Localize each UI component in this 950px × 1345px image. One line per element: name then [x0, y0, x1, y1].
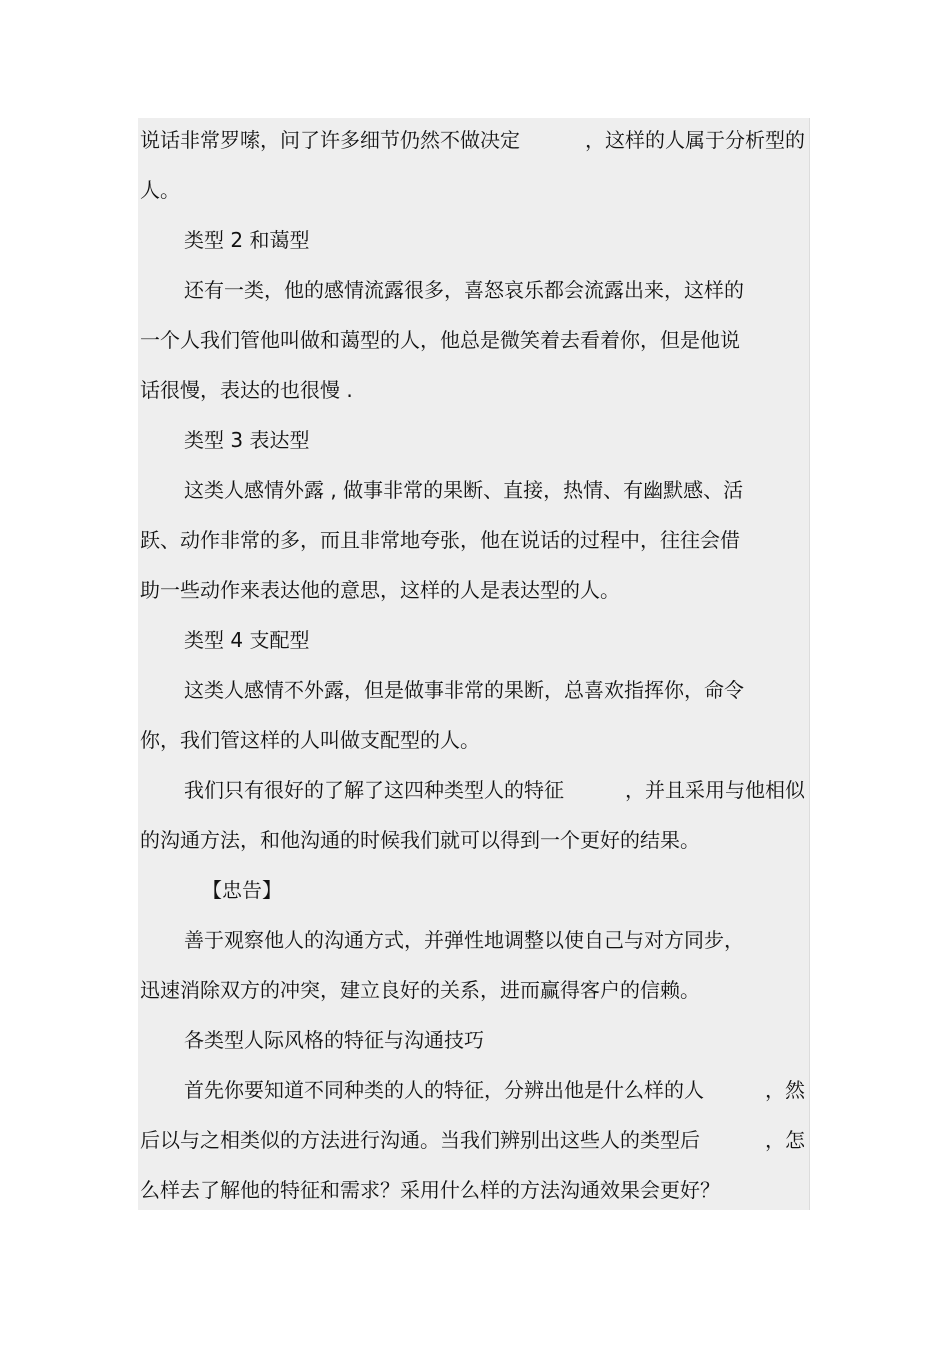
paragraph-line: 这类人感情外露 , 做事非常的果断、直接，热情、有幽默感、活: [184, 478, 744, 502]
paragraph-line: 这类人感情不外露，但是做事非常的果断，总喜欢指挥你，命令: [184, 678, 744, 702]
line-text: ，并且采用与他相似: [625, 778, 805, 802]
paragraph-line: 善于观察他人的沟通方式，并弹性地调整以使自己与对方同步，: [184, 928, 744, 952]
paragraph-line: 助一些动作来表达他的意思，这样的人是表达型的人。: [140, 578, 620, 602]
paragraph-line: [140, 765, 805, 815]
document-body: [140, 115, 805, 1215]
advice-heading: 【忠告】: [202, 878, 282, 902]
paragraph-line: [140, 1115, 805, 1165]
section-heading: 类型 2 和蔼型: [184, 228, 310, 252]
paragraph-line: 你，我们管这样的人叫做支配型的人。: [140, 728, 480, 752]
section-heading: 类型 3 表达型: [184, 428, 310, 452]
paragraph-line: [140, 115, 805, 165]
paragraph-line: 一个人我们管他叫做和蔼型的人，他总是微笑着去看着你，但是他说: [140, 328, 740, 352]
line-text: ，怎: [765, 1128, 805, 1152]
section-heading: 各类型人际风格的特征与沟通技巧: [184, 1028, 484, 1052]
paragraph-line: 跃、动作非常的多，而且非常地夸张，他在说话的过程中，往往会借: [140, 528, 740, 552]
paragraph-line: 人。: [140, 178, 180, 202]
line-text: ，这样的人属于分析型的: [585, 128, 805, 152]
section-heading: 类型 4 支配型: [184, 628, 310, 652]
paragraph-line: 么样去了解他的特征和需求？采用什么样的方法沟通效果会更好？: [140, 1178, 720, 1202]
line-text: ，然: [765, 1078, 805, 1102]
paragraph-line: 迅速消除双方的冲突，建立良好的关系，进而赢得客户的信赖。: [140, 978, 700, 1002]
line-text: 说话非常罗嗦，问了许多细节仍然不做决定: [140, 128, 520, 152]
line-text: 我们只有很好的了解了这四种类型人的特征: [184, 778, 564, 802]
paragraph-line: 还有一类，他的感情流露很多，喜怒哀乐都会流露出来，这样的: [184, 278, 744, 302]
paragraph-line: 话很慢，表达的也很慢 .: [140, 378, 353, 402]
paragraph-line: [140, 1065, 805, 1115]
line-text: 首先你要知道不同种类的人的特征，分辨出他是什么样的人: [184, 1078, 704, 1102]
paragraph-line: 的沟通方法，和他沟通的时候我们就可以得到一个更好的结果。: [140, 828, 700, 852]
line-text: 后以与之相类似的方法进行沟通。当我们辨别出这些人的类型后: [140, 1128, 700, 1152]
